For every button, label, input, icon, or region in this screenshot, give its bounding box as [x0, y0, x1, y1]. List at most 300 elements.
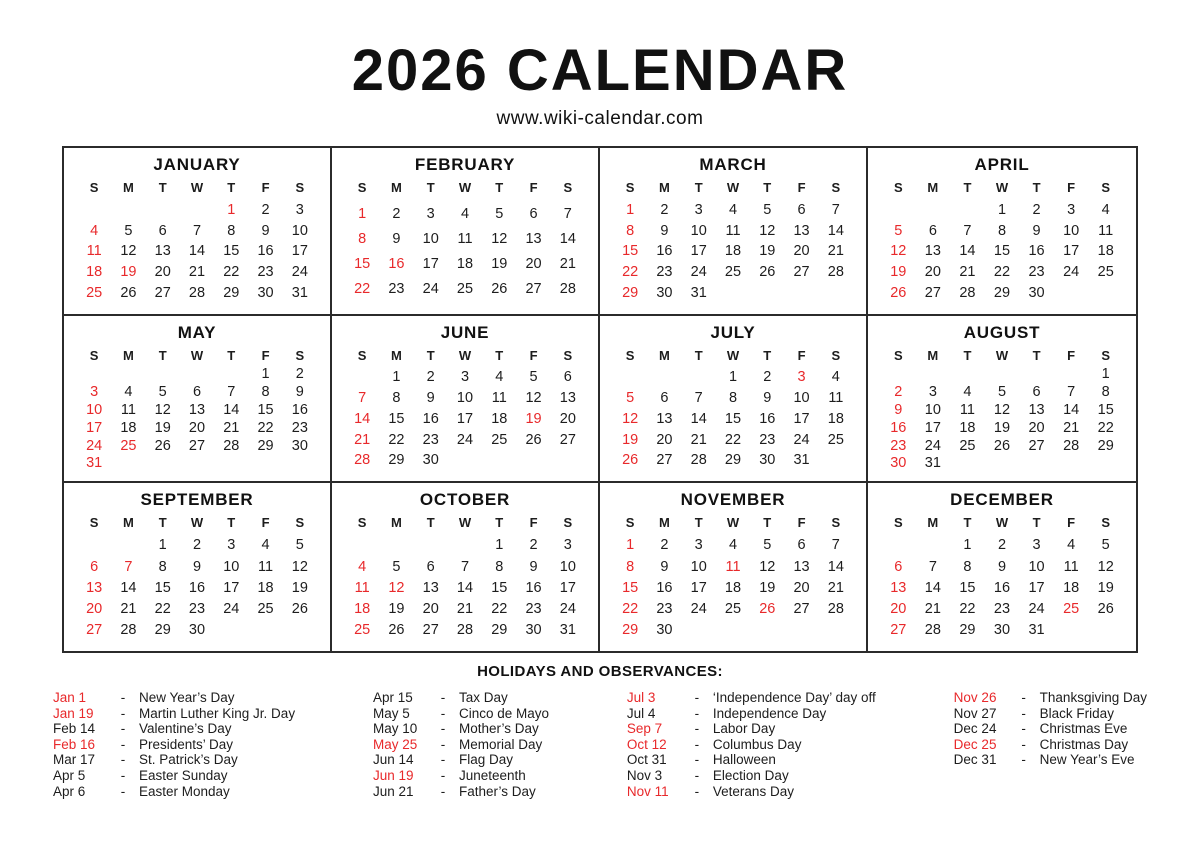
date-cell: 6	[563, 369, 572, 386]
week-row	[345, 559, 585, 575]
dow-cell: M	[391, 515, 402, 531]
dow-cell: S	[625, 347, 635, 363]
date-cell: 21	[690, 431, 707, 448]
date-cell: 4	[831, 369, 840, 386]
date-cell: 12	[1097, 558, 1114, 575]
date-cell: 4	[358, 558, 367, 575]
date-cell: 1	[495, 537, 504, 554]
date-cell: 31	[690, 284, 707, 301]
weeks	[345, 532, 585, 645]
dow-cell: T	[1032, 515, 1041, 531]
holiday-entry	[53, 690, 295, 706]
holiday-name: Columbus Day	[712, 736, 802, 752]
month-name-label: MAY	[177, 322, 217, 342]
date-cell: 31	[793, 452, 810, 469]
date-cell: 21	[924, 600, 941, 617]
week-row	[345, 256, 585, 272]
dow-cell: W	[726, 180, 740, 195]
month-name-label: JULY	[710, 322, 756, 342]
week-row	[345, 411, 585, 427]
date-cell: 8	[963, 558, 972, 575]
date-cell: 4	[460, 205, 470, 222]
date-cell: 5	[124, 222, 133, 239]
date-cell: 13	[924, 243, 941, 260]
holiday-column	[954, 690, 1147, 799]
date-cell: 17	[793, 410, 810, 427]
holiday-date: Nov 27	[953, 705, 997, 721]
date-cell: 28	[924, 621, 941, 638]
date-cell	[881, 202, 916, 218]
date-cell: 14	[120, 579, 137, 596]
date-cell: 5	[626, 390, 635, 407]
date-cell: 1	[626, 201, 635, 218]
dow-cell: W	[726, 347, 740, 363]
date-cell: 21	[456, 600, 474, 617]
date-cell: 7	[1067, 384, 1076, 401]
date-cell: 22	[257, 419, 274, 436]
dow-cell: W	[458, 515, 472, 531]
date-cell: 16	[890, 419, 907, 436]
holiday-entry	[954, 752, 1147, 768]
date-cell: 10	[690, 222, 707, 239]
date-cell: 14	[456, 579, 474, 596]
date-cell: 17	[1063, 243, 1080, 260]
dow-cell: T	[963, 180, 972, 195]
date-cell: 13	[154, 243, 171, 260]
date-cell: 10	[291, 222, 308, 239]
date-cell: 29	[622, 621, 639, 638]
date-cell: 1	[261, 366, 270, 383]
date-cell: 30	[422, 452, 439, 469]
date-cell: 16	[188, 579, 206, 596]
date-cell: 18	[257, 579, 274, 596]
date-cell	[180, 455, 214, 471]
date-cell	[1088, 455, 1123, 471]
holiday-name: New Year’s Day	[139, 690, 235, 705]
date-cell	[1019, 366, 1054, 382]
date-cell: 17	[690, 243, 707, 260]
month-name-label: MARCH	[699, 155, 767, 174]
week-row	[881, 285, 1123, 301]
dow-cell: M	[659, 347, 670, 363]
holiday-name: St. Patrick’s Day	[139, 752, 238, 768]
holiday-separator: -	[694, 783, 700, 799]
date-cell: 28	[456, 621, 474, 638]
date-cell: 9	[894, 402, 903, 419]
date-cell: 22	[388, 431, 405, 448]
date-cell: 30	[759, 452, 776, 469]
week-row	[881, 420, 1123, 436]
date-cell: 16	[993, 579, 1011, 596]
date-cell: 26	[759, 264, 776, 281]
week-row	[613, 622, 853, 638]
week-row	[881, 438, 1123, 454]
date-cell: 1	[963, 537, 972, 554]
date-cell: 24	[1063, 264, 1080, 281]
date-cell: 13	[793, 558, 810, 575]
date-cell	[716, 622, 750, 638]
date-cell: 22	[154, 600, 171, 617]
holiday-entry	[373, 768, 549, 784]
date-cell: 18	[86, 264, 103, 281]
date-cell: 27	[890, 621, 907, 638]
holiday-separator: -	[1021, 690, 1026, 705]
date-cell: 4	[90, 222, 99, 239]
date-cell: 14	[559, 230, 576, 247]
dow-cell: W	[995, 180, 1009, 195]
date-cell	[682, 369, 716, 385]
date-cell: 25	[959, 437, 976, 454]
holiday-date: May 25	[372, 736, 418, 752]
holiday-separator: -	[120, 767, 126, 783]
week-row	[881, 223, 1123, 239]
date-cell: 18	[1097, 243, 1114, 260]
date-cell: 2	[192, 537, 202, 554]
holiday-name: Juneteenth	[458, 767, 526, 783]
date-cell	[1019, 455, 1054, 471]
date-cell: 3	[90, 384, 99, 401]
date-cell: 24	[793, 431, 810, 448]
date-cell: 20	[154, 264, 171, 281]
week-row	[613, 369, 853, 385]
calendar-grid	[62, 146, 1138, 653]
date-cell: 27	[559, 431, 576, 448]
date-cell: 30	[656, 284, 673, 301]
dow-cell: W	[190, 515, 204, 531]
date-cell: 7	[963, 222, 972, 239]
date-cell: 27	[793, 264, 810, 281]
page-header	[0, 0, 1200, 130]
dow-cell: M	[391, 180, 402, 195]
holiday-name: Martin Luther King Jr. Day	[139, 705, 296, 721]
date-cell	[77, 537, 111, 553]
date-cell: 28	[827, 600, 844, 617]
week-row	[613, 601, 853, 617]
date-cell: 4	[963, 384, 972, 401]
date-cell: 22	[959, 600, 976, 617]
week-row	[345, 281, 585, 297]
holiday-separator: -	[440, 767, 446, 783]
date-cell: 3	[460, 369, 470, 386]
date-cell: 23	[1028, 264, 1045, 281]
date-cell: 6	[797, 537, 806, 554]
date-cell: 15	[491, 579, 508, 596]
date-cell: 28	[1063, 437, 1080, 454]
holiday-separator: -	[694, 736, 700, 752]
date-cell: 15	[154, 579, 171, 596]
holiday-entry	[627, 784, 876, 800]
week-row	[77, 264, 317, 280]
week-row	[345, 601, 585, 617]
date-cell: 23	[188, 600, 206, 617]
dow-cell: S	[831, 515, 841, 531]
date-cell: 2	[392, 205, 401, 222]
holidays-section	[51, 663, 1149, 799]
date-cell: 7	[831, 537, 840, 554]
date-cell: 5	[894, 222, 903, 239]
holiday-entry	[373, 690, 549, 706]
date-cell: 15	[959, 579, 976, 596]
week-row	[613, 411, 853, 427]
dow-cell: T	[763, 180, 772, 195]
date-cell: 17	[559, 579, 576, 596]
date-cell: 27	[924, 284, 941, 301]
month-name-label: AUGUST	[963, 322, 1041, 342]
date-cell	[516, 452, 550, 468]
date-cell: 9	[192, 558, 202, 575]
date-cell: 31	[559, 621, 576, 638]
dow-header-row	[77, 178, 317, 197]
week-row	[345, 432, 585, 448]
holiday-separator: -	[440, 752, 446, 768]
date-cell: 2	[660, 201, 669, 218]
holiday-column	[627, 690, 876, 799]
date-cell: 5	[1101, 537, 1110, 554]
date-cell: 25	[354, 621, 371, 638]
holiday-date: Jun 14	[372, 752, 414, 768]
date-cell: 26	[1097, 600, 1114, 617]
date-cell: 7	[563, 205, 572, 222]
holiday-entry	[53, 768, 295, 784]
date-cell: 2	[894, 384, 903, 401]
holiday-entry	[627, 737, 876, 753]
date-cell: 8	[261, 384, 270, 401]
date-cell: 28	[690, 452, 707, 469]
date-cell: 17	[86, 419, 103, 436]
date-cell	[750, 285, 784, 301]
dow-cell: S	[89, 515, 99, 531]
dow-cell: S	[893, 347, 903, 363]
date-cell	[881, 366, 916, 382]
date-cell: 3	[694, 201, 703, 218]
date-cell: 7	[227, 384, 236, 401]
date-cell	[345, 369, 379, 385]
date-cell: 17	[690, 579, 707, 596]
week-row	[613, 580, 853, 596]
week-row	[613, 432, 853, 448]
week-row	[77, 243, 317, 259]
date-cell: 20	[525, 255, 542, 272]
holiday-entry	[53, 737, 295, 753]
month-november	[600, 483, 868, 651]
holiday-separator: -	[440, 705, 446, 721]
date-cell: 27	[188, 437, 206, 454]
holiday-date: Nov 3	[626, 767, 663, 783]
date-cell: 30	[257, 284, 274, 301]
date-cell	[111, 455, 145, 471]
date-cell: 23	[525, 600, 542, 617]
dow-cell: T	[1032, 180, 1041, 195]
dow-cell: S	[831, 347, 841, 363]
date-cell: 18	[354, 600, 371, 617]
date-cell: 18	[724, 243, 742, 260]
date-cell: 8	[495, 558, 504, 575]
date-cell: 29	[724, 452, 742, 469]
date-cell	[283, 455, 317, 471]
month-name-label: JANUARY	[153, 155, 241, 174]
holiday-column	[53, 690, 295, 799]
week-row	[77, 455, 317, 471]
dow-cell: T	[158, 347, 167, 363]
date-cell	[146, 202, 180, 218]
date-cell: 3	[227, 537, 236, 554]
week-row	[881, 243, 1123, 259]
date-cell	[482, 452, 516, 468]
dow-cell: M	[123, 180, 134, 195]
date-cell: 6	[1032, 384, 1041, 401]
date-cell: 6	[529, 205, 538, 222]
holiday-separator: -	[120, 690, 126, 705]
dow-cell: T	[694, 515, 703, 531]
date-cell: 13	[188, 402, 206, 419]
date-cell: 2	[295, 366, 304, 383]
week-row	[881, 622, 1123, 638]
holiday-entry	[954, 706, 1147, 722]
date-cell: 6	[894, 558, 903, 575]
month-april	[868, 148, 1136, 316]
date-cell: 14	[188, 243, 206, 260]
date-cell: 16	[422, 410, 439, 427]
date-cell: 2	[529, 537, 538, 554]
date-cell: 23	[257, 264, 274, 281]
holiday-entry	[627, 721, 876, 737]
holiday-date: Feb 16	[53, 736, 96, 752]
date-cell: 20	[559, 410, 576, 427]
date-cell: 13	[559, 390, 576, 407]
date-cell: 3	[797, 369, 806, 386]
date-cell: 3	[694, 537, 703, 554]
week-row	[881, 580, 1123, 596]
date-cell: 30	[525, 621, 542, 638]
dow-cell: W	[190, 347, 204, 363]
date-cell: 14	[827, 558, 844, 575]
date-cell: 14	[223, 402, 240, 419]
holiday-separator: -	[1021, 752, 1026, 768]
week-row	[77, 420, 317, 436]
date-cell: 8	[158, 558, 167, 575]
date-cell: 25	[456, 280, 474, 297]
week-row	[345, 206, 585, 222]
date-cell	[180, 366, 214, 382]
weeks	[613, 197, 853, 308]
date-cell: 21	[1063, 419, 1080, 436]
holiday-date: Nov 11	[626, 783, 669, 799]
dow-cell: S	[295, 347, 305, 363]
weeks	[77, 365, 317, 476]
date-cell: 9	[529, 558, 538, 575]
date-cell	[77, 366, 111, 382]
date-cell: 29	[993, 284, 1011, 301]
date-cell: 13	[525, 230, 542, 247]
dow-cell: S	[563, 347, 573, 363]
holiday-separator: -	[694, 690, 700, 705]
date-cell: 10	[422, 230, 439, 247]
dow-cell: T	[963, 347, 972, 363]
week-row	[345, 231, 585, 247]
week-row	[345, 537, 585, 553]
holiday-name: Election Day	[712, 767, 789, 783]
date-cell	[950, 202, 985, 218]
week-row	[613, 264, 853, 280]
date-cell: 25	[1097, 264, 1114, 281]
date-cell	[180, 202, 214, 218]
date-cell: 27	[1028, 437, 1045, 454]
date-cell: 16	[388, 255, 405, 272]
date-cell: 19	[291, 579, 308, 596]
date-cell: 3	[563, 537, 572, 554]
date-cell: 13	[793, 222, 810, 239]
date-cell: 18	[456, 255, 474, 272]
date-cell: 18	[491, 410, 508, 427]
date-cell: 5	[763, 201, 772, 218]
holiday-separator: -	[440, 721, 446, 737]
holiday-entry	[627, 752, 876, 768]
holiday-entry	[53, 752, 295, 768]
date-cell: 26	[120, 284, 137, 301]
date-cell: 27	[154, 284, 171, 301]
date-cell: 3	[1067, 201, 1076, 218]
date-cell: 2	[426, 369, 435, 386]
dow-cell: S	[89, 347, 99, 363]
week-row	[613, 285, 853, 301]
dow-cell: F	[1067, 515, 1076, 531]
holiday-separator: -	[440, 690, 446, 705]
dow-cell: F	[261, 515, 270, 531]
week-row	[613, 559, 853, 575]
date-cell: 28	[188, 284, 206, 301]
holiday-entry	[954, 721, 1147, 737]
date-cell: 3	[295, 201, 304, 218]
dow-cell: M	[123, 347, 134, 363]
week-row	[613, 223, 853, 239]
date-cell: 21	[354, 431, 371, 448]
date-cell: 12	[120, 243, 137, 260]
dow-cell: T	[763, 347, 772, 363]
dow-cell: T	[426, 515, 435, 531]
date-cell: 25	[724, 600, 742, 617]
date-cell	[916, 202, 951, 218]
holiday-entry	[627, 768, 876, 784]
date-cell	[111, 202, 145, 218]
date-cell: 12	[759, 558, 776, 575]
date-cell: 24	[86, 437, 103, 454]
week-row	[77, 384, 317, 400]
date-cell: 7	[928, 558, 937, 575]
weeks	[881, 365, 1123, 476]
date-cell: 23	[656, 600, 673, 617]
holiday-date: Feb 14	[53, 721, 96, 737]
week-row	[77, 601, 317, 617]
dow-cell: S	[563, 515, 573, 531]
date-cell: 10	[924, 402, 941, 419]
date-cell: 26	[291, 600, 308, 617]
date-cell: 1	[158, 537, 167, 554]
date-cell: 21	[188, 264, 206, 281]
holiday-date: Jan 1	[53, 690, 87, 705]
dow-cell: T	[694, 347, 703, 363]
date-cell: 8	[392, 390, 401, 407]
dow-cell: S	[1101, 515, 1111, 531]
week-row	[77, 366, 317, 382]
date-cell: 20	[1028, 419, 1045, 436]
page-title: 2026 CALENDAR	[351, 38, 849, 103]
date-cell: 19	[759, 579, 776, 596]
week-row	[345, 452, 585, 468]
dow-cell: T	[1032, 347, 1041, 363]
date-cell: 20	[890, 600, 907, 617]
date-cell: 16	[291, 402, 308, 419]
weeks	[77, 197, 317, 308]
